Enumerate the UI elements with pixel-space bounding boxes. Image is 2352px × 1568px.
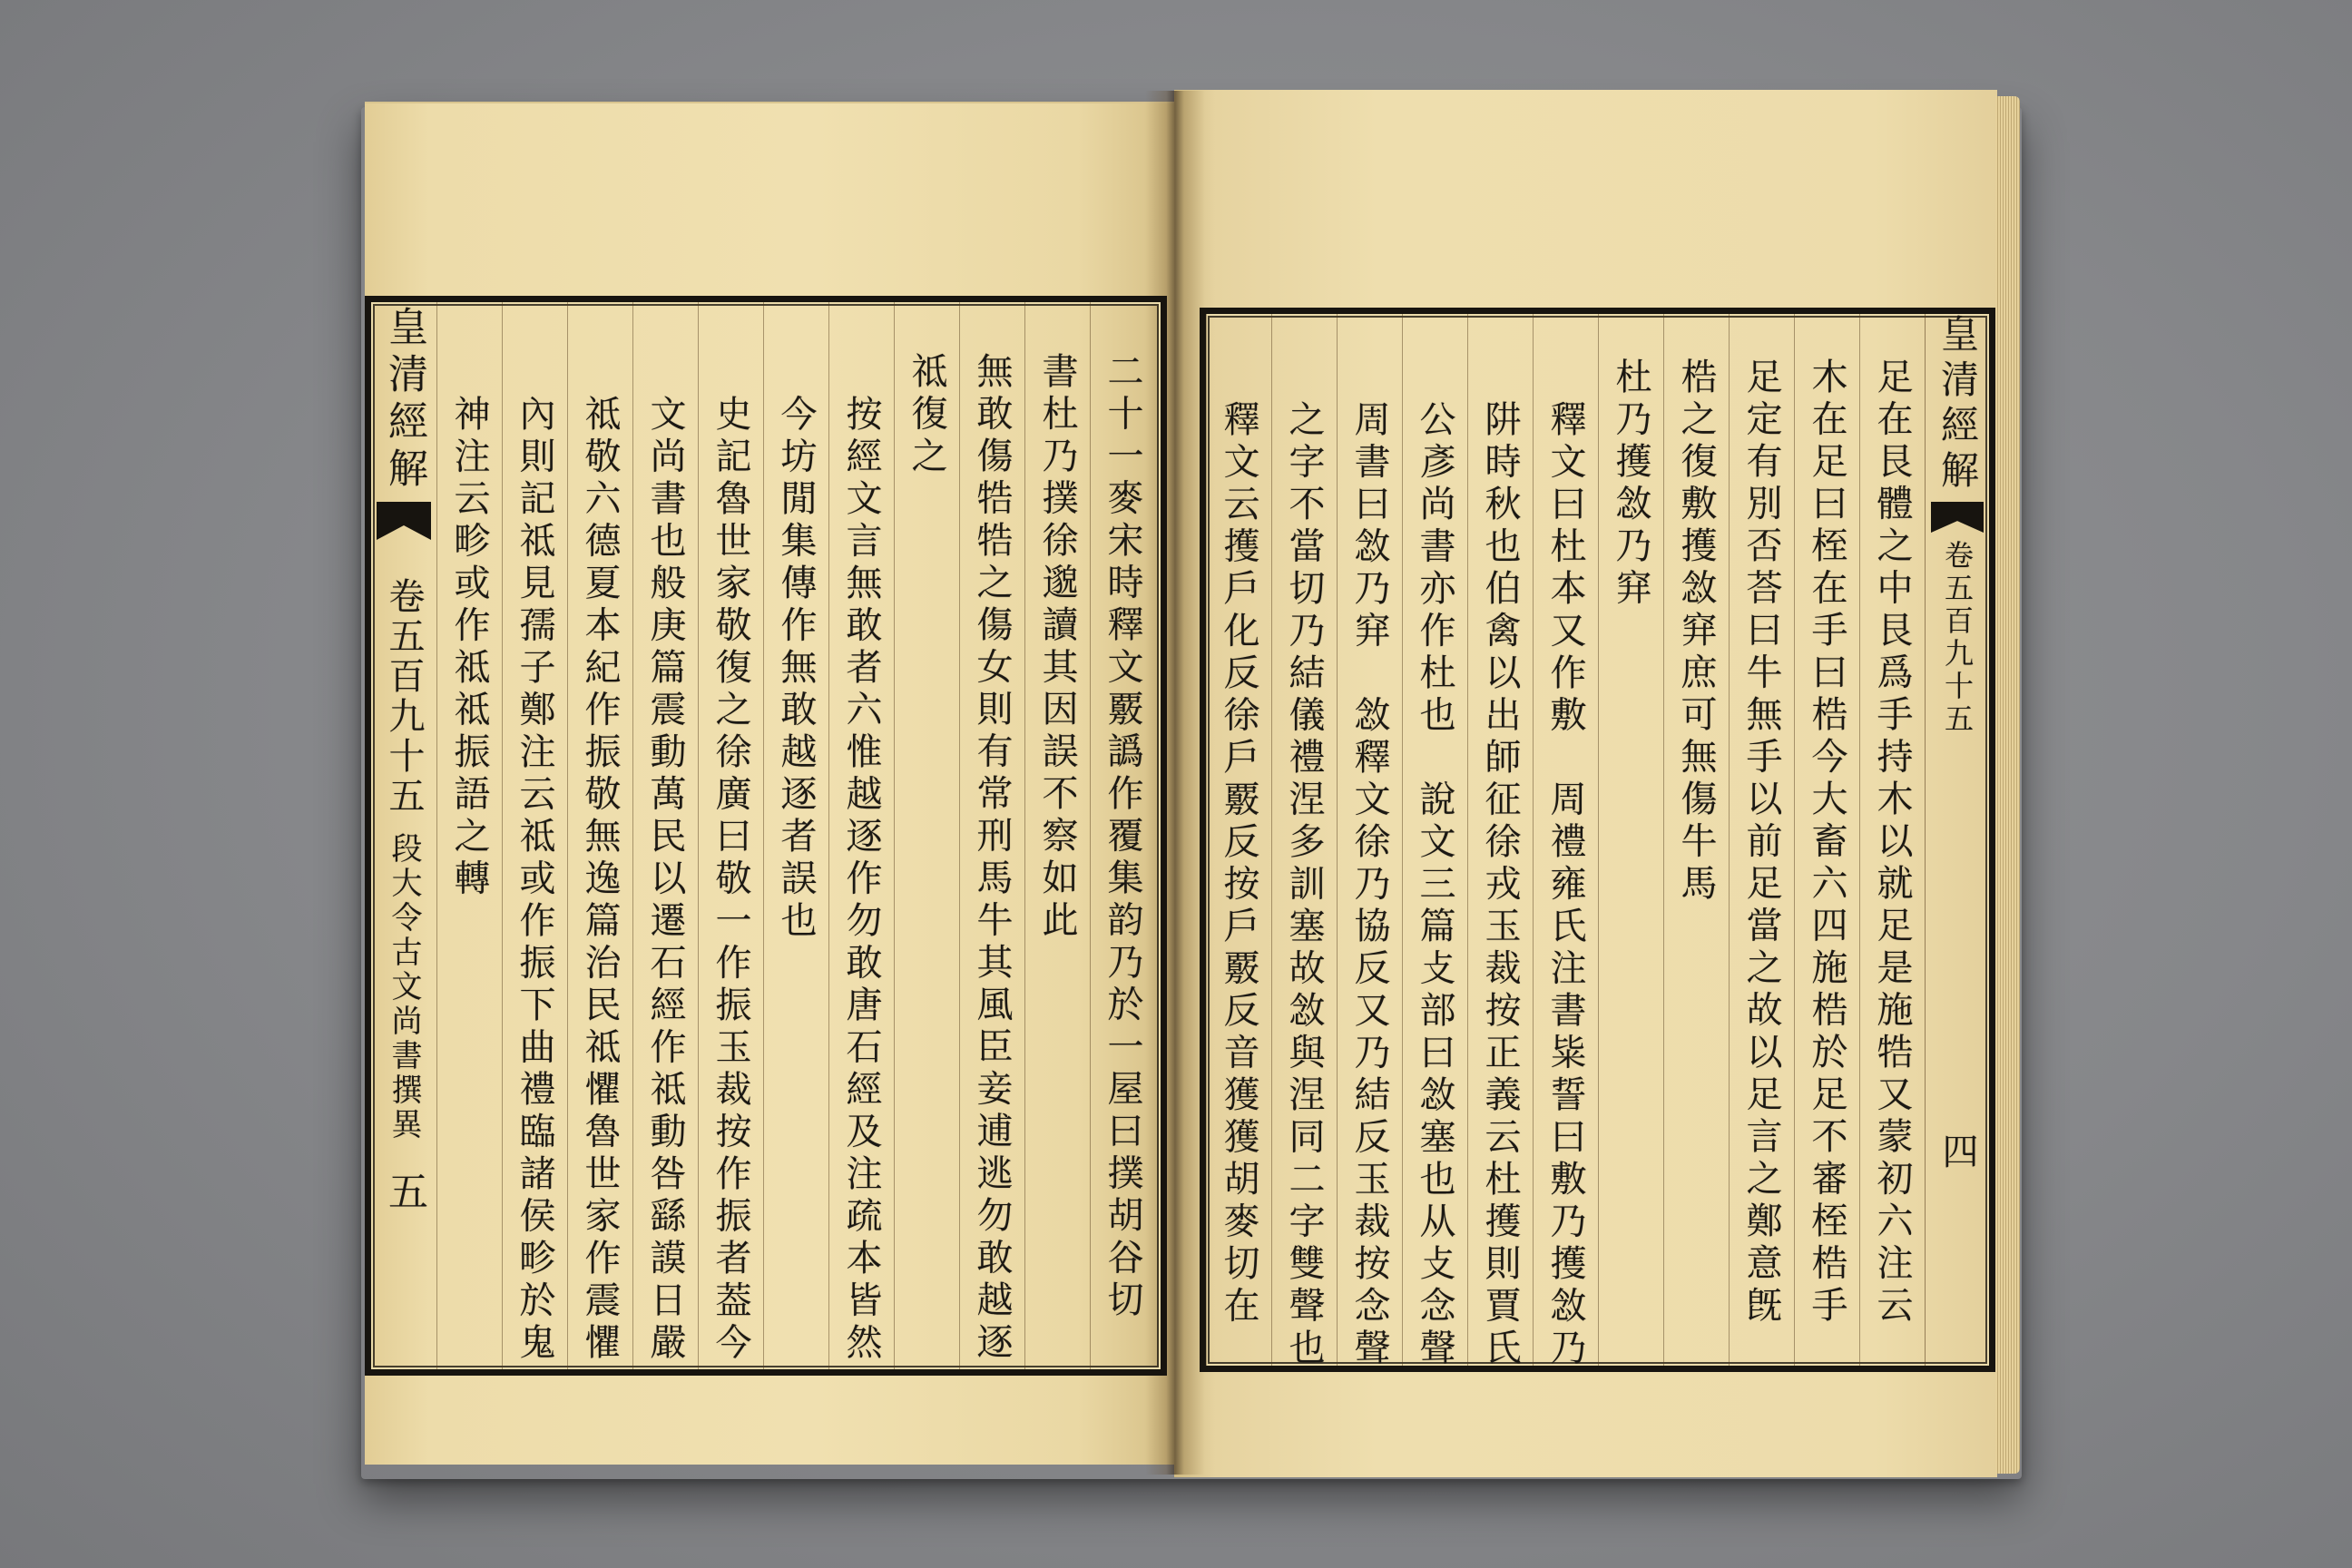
commentary-column: 周書曰敜乃穽 敜釋文徐乃協反又乃結反玉裁按念聲 (1337, 314, 1402, 1366)
text-column: 杜乃擭敜乃穽 (1598, 314, 1663, 1366)
commentary-column: 之字不當切乃結儀禮涅多訓塞故敜與涅同二字雙聲也 (1271, 314, 1337, 1366)
text-column: 二十一麥宋時釋文覈譌作覆集韵乃於一屋曰撲胡谷切 (1090, 302, 1155, 1369)
text-column: 書杜乃撲徐邈讀其因誤不察如此 (1024, 302, 1090, 1369)
text-column: 無敢傷牿牿之傷女則有常刑馬牛其風臣妾逋逃勿敢越逐 (959, 302, 1024, 1369)
page-number: 四 (1936, 1132, 1978, 1169)
commentary-column: 公彥尚書亦作杜也 說文三篇攴部曰敜塞也从攴念聲 (1402, 314, 1467, 1366)
commentary-column: 今坊閒集傳作無敢越逐者誤也 (763, 302, 828, 1369)
commentary-column: 阱時秋也伯禽以出師征徐戎玉裁按正義云杜擭則賈氏 (1467, 314, 1533, 1366)
text-column: 梏之復敷擭敜穽庶可無傷牛馬 (1663, 314, 1729, 1366)
juan-number: 卷五百九十五 (383, 577, 425, 817)
juan-number: 卷五百九十五 (1940, 540, 1975, 736)
right-page-frame (1200, 308, 1995, 1372)
commentary-column: 神注云畛或作祗祗振語之轉 (436, 302, 502, 1369)
page-number: 五 (381, 1171, 427, 1210)
commentary-column: 釋文云擭戶化反徐戶覈反按戶覈反音獲獲胡麥切在 (1206, 314, 1271, 1366)
left-margin-strip (371, 302, 436, 1369)
page-edges (1995, 96, 2020, 1474)
left-text-columns (436, 302, 1155, 1369)
commentary-column: 祗敬六德夏本紀作振敬無逸篇治民祗懼魯世家作震懼 (567, 302, 632, 1369)
book-title: 皇清經解 (381, 306, 427, 495)
left-page-frame (365, 296, 1167, 1376)
fishtail-mark (377, 502, 431, 540)
commentary-column: 內則記祗見孺子鄭注云祗或作振下曲禮臨諸侯畛於鬼 (502, 302, 567, 1369)
work-title: 段大令古文尚書撰異 (386, 832, 422, 1142)
commentary-column: 釋文曰杜本又作敷 周禮雍氏注書粊誓曰敷乃擭敜乃 (1533, 314, 1598, 1366)
text-column: 祗復之 (894, 302, 959, 1369)
text-column: 木在足曰桎在手曰梏今大畜六四施梏於足不審桎梏手 (1794, 314, 1859, 1366)
text-column: 足定有別否荅曰牛無手以前足當之故以足言之鄭意旣 (1729, 314, 1794, 1366)
commentary-column: 文尚書也般庚篇震動萬民以遷石經作祗動咎繇謨日嚴 (632, 302, 698, 1369)
book-title: 皇清經解 (1936, 314, 1980, 495)
text-column: 足在艮體之中艮爲手持木以就足是施牿又蒙初六注云 (1859, 314, 1925, 1366)
right-text-columns (1206, 314, 1925, 1370)
commentary-column: 按經文言無敢者六惟越逐作勿敢唐石經及注疏本皆然 (828, 302, 894, 1369)
commentary-column: 史記魯世家敬復之徐廣曰敬一作振玉裁按作振者葢今 (698, 302, 763, 1369)
fishtail-mark (1931, 502, 1984, 533)
right-margin-strip (1925, 314, 1989, 1366)
